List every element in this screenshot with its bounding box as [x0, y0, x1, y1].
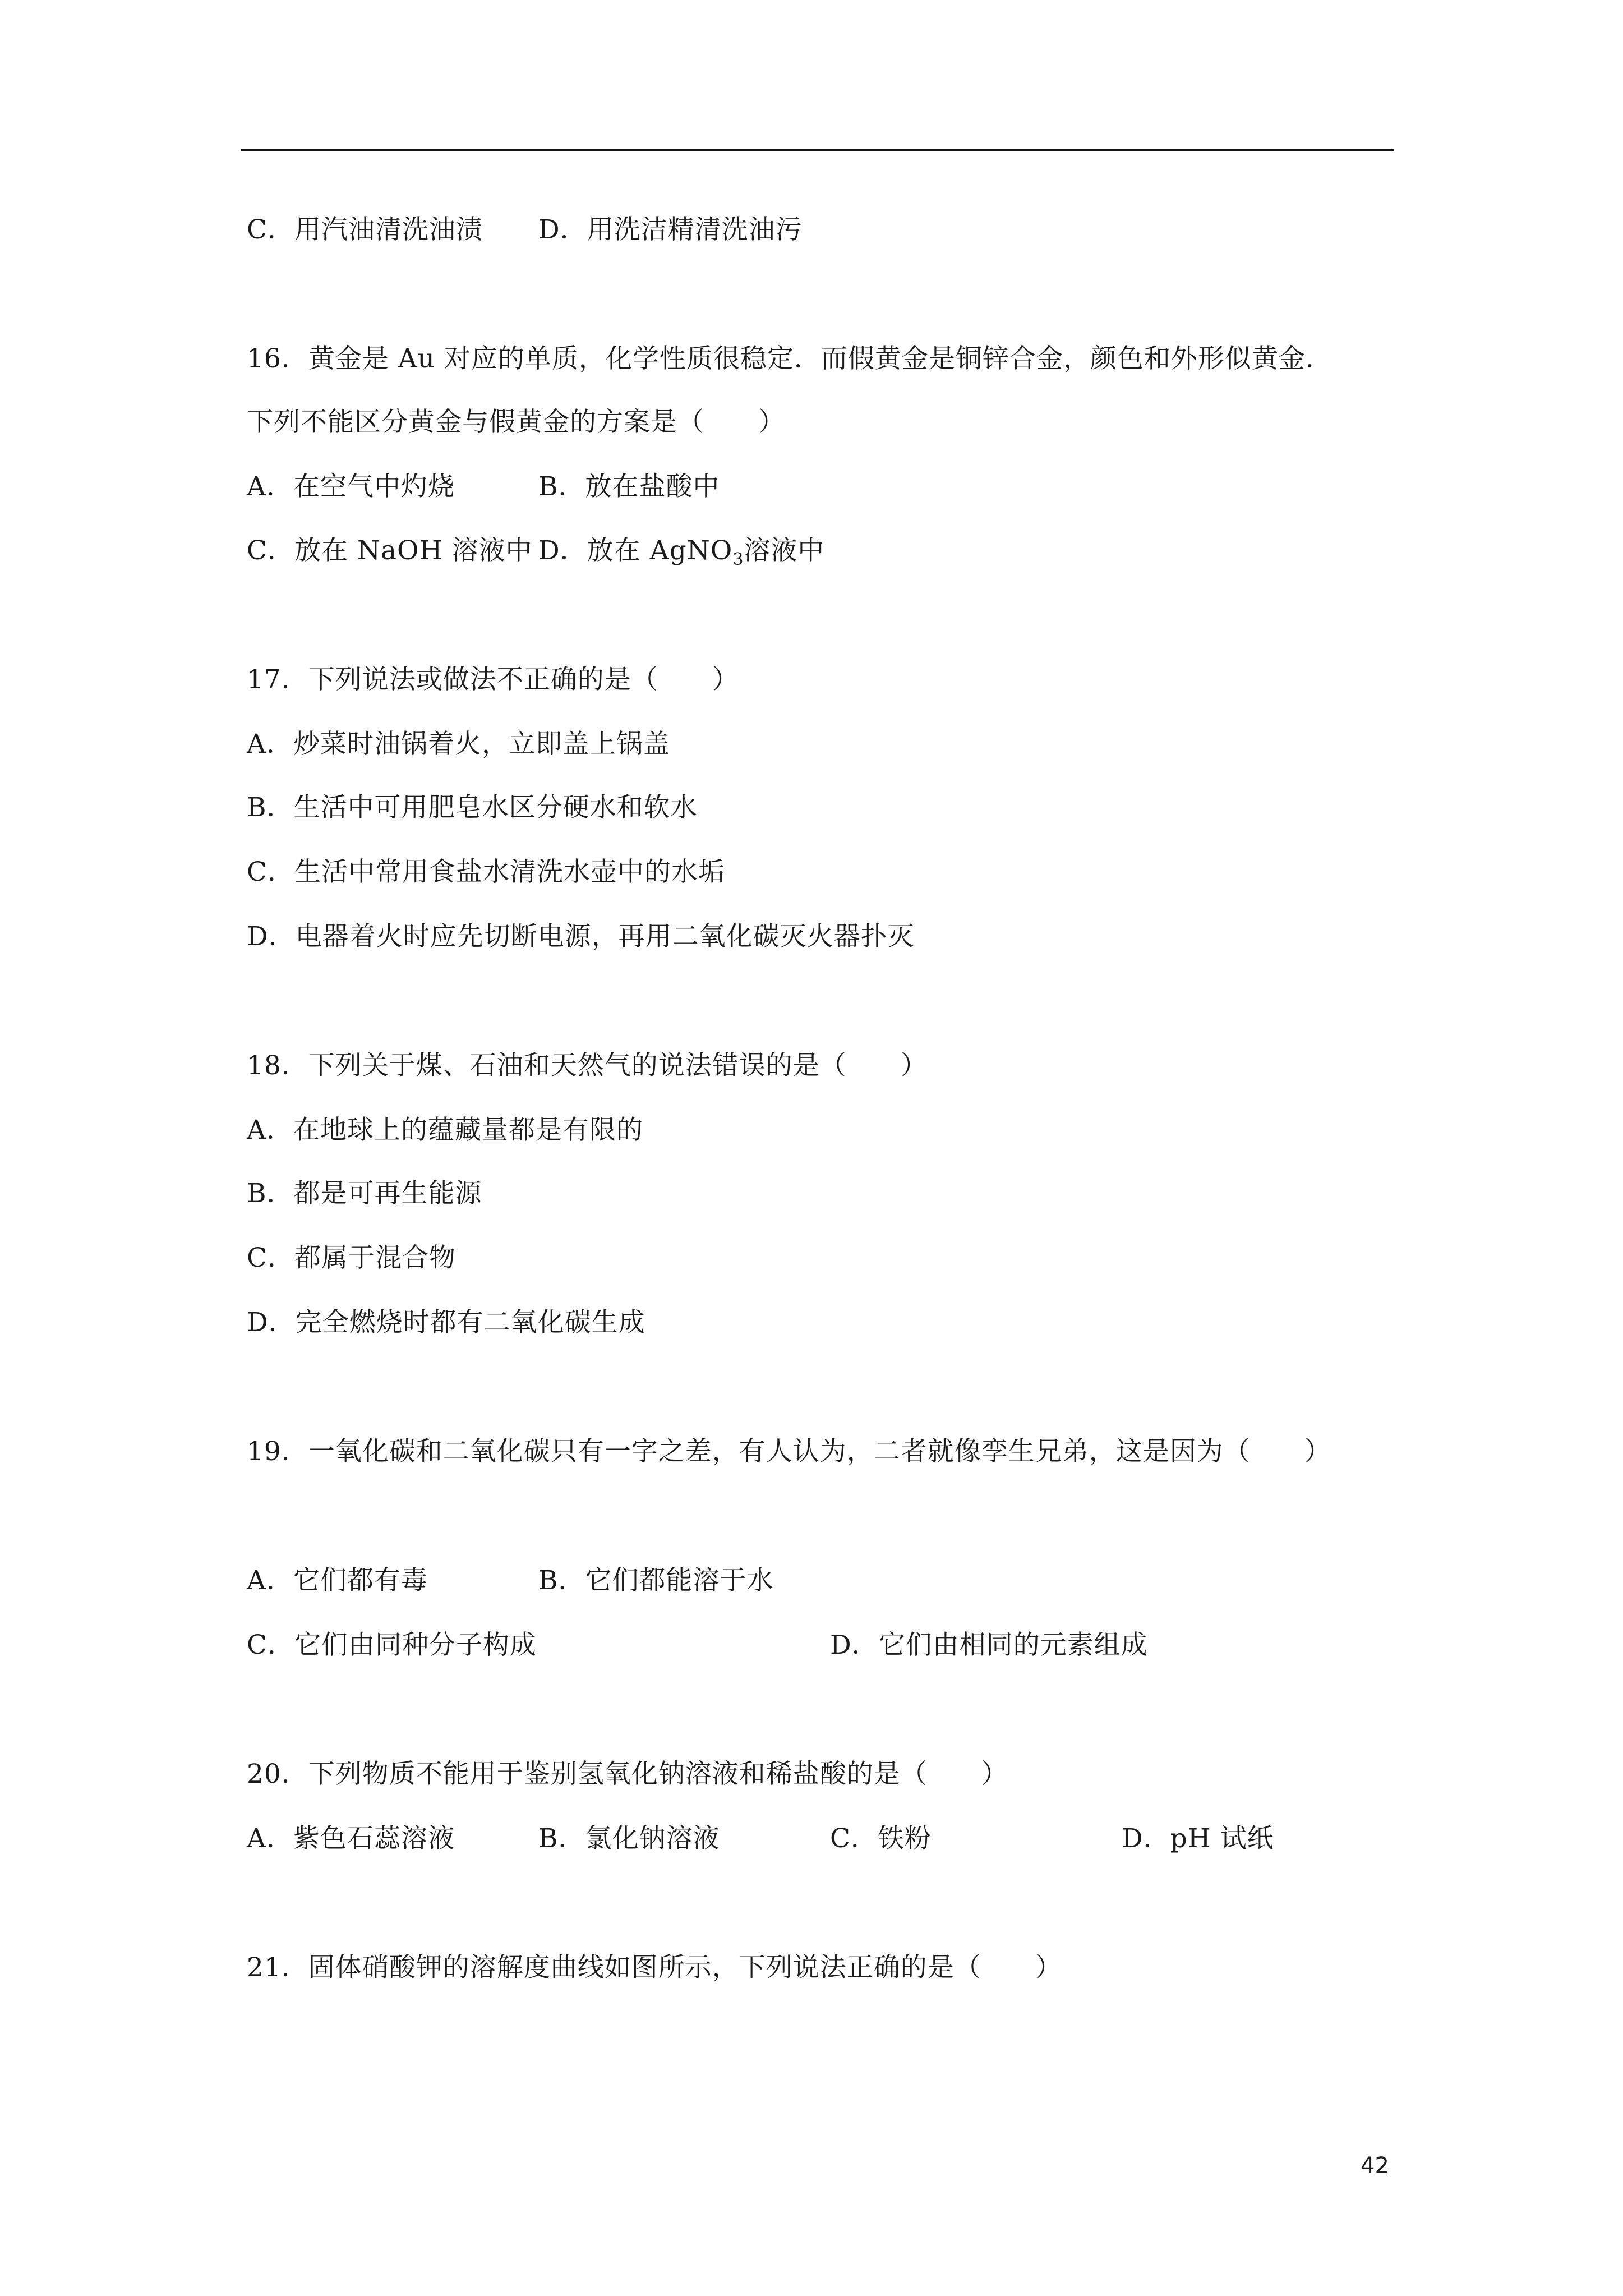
q20-option-a: A．紫色石蕊溶液: [247, 1823, 455, 1854]
q16-stem-line-1: 16．黄金是 Au 对应的单质，化学性质很稳定．而假黄金是铜锌合金，颜色和外形似黄金．: [247, 343, 1332, 374]
q20-option-b: B．氯化钠溶液: [538, 1823, 720, 1854]
q18-stem: 18．下列关于煤、石油和天然气的说法错误的是（ ）: [247, 1050, 928, 1081]
q16-option-d-subscript: 3: [732, 550, 744, 569]
q17-option-c: C．生活中常用食盐水清洗水壶中的水垢: [247, 857, 725, 887]
q17-option-a: A．炒菜时油锅着火，立即盖上锅盖: [247, 729, 670, 760]
q16-option-a: A．在空气中灼烧: [247, 471, 455, 502]
q20-option-c: C．铁粉: [830, 1823, 932, 1854]
q16-option-c: C．放在 NaOH 溶液中: [247, 535, 533, 566]
q20-option-d: D．pH 试纸: [1122, 1823, 1274, 1854]
q18-option-a: A．在地球上的蕴藏量都是有限的: [247, 1115, 643, 1145]
q15-option-c: C．用汽油清洗油渍: [247, 214, 483, 245]
page-number: 42: [1361, 2153, 1389, 2179]
q21-stem: 21．固体硝酸钾的溶解度曲线如图所示，下列说法正确的是（ ）: [247, 1952, 1062, 1983]
q18-option-b: B．都是可再生能源: [247, 1178, 482, 1209]
q15-option-d: D．用洗洁精清洗油污: [538, 214, 803, 245]
q16-option-d-prefix: D．放在 AgNO: [538, 535, 733, 566]
header-rule: [241, 149, 1394, 151]
q19-option-a: A．它们都有毒: [247, 1565, 428, 1596]
q19-option-d: D．它们由相同的元素组成: [830, 1630, 1148, 1660]
q19-option-b: B．它们都能溶于水: [538, 1565, 774, 1596]
q16-option-b: B．放在盐酸中: [538, 471, 720, 502]
q20-stem: 20．下列物质不能用于鉴别氢氧化钠溶液和稀盐酸的是（ ）: [247, 1759, 1008, 1789]
q18-option-d: D．完全燃烧时都有二氧化碳生成: [247, 1307, 645, 1338]
q17-option-b: B．生活中可用肥皂水区分硬水和软水: [247, 792, 698, 823]
q16-stem-line-2: 下列不能区分黄金与假黄金的方案是（ ）: [247, 407, 785, 438]
q16-option-d-suffix: 溶液中: [744, 535, 825, 566]
q18-option-c: C．都属于混合物: [247, 1243, 456, 1273]
q17-option-d: D．电器着火时应先切断电源，再用二氧化碳灭火器扑灭: [247, 921, 915, 952]
q19-option-c: C．它们由同种分子构成: [247, 1630, 537, 1660]
q19-stem: 19．一氧化碳和二氧化碳只有一字之差，有人认为，二者就像孪生兄弟，这是因为（ ）: [247, 1436, 1331, 1467]
q17-stem: 17．下列说法或做法不正确的是（ ）: [247, 664, 739, 695]
q16-option-d: [538, 534, 824, 568]
